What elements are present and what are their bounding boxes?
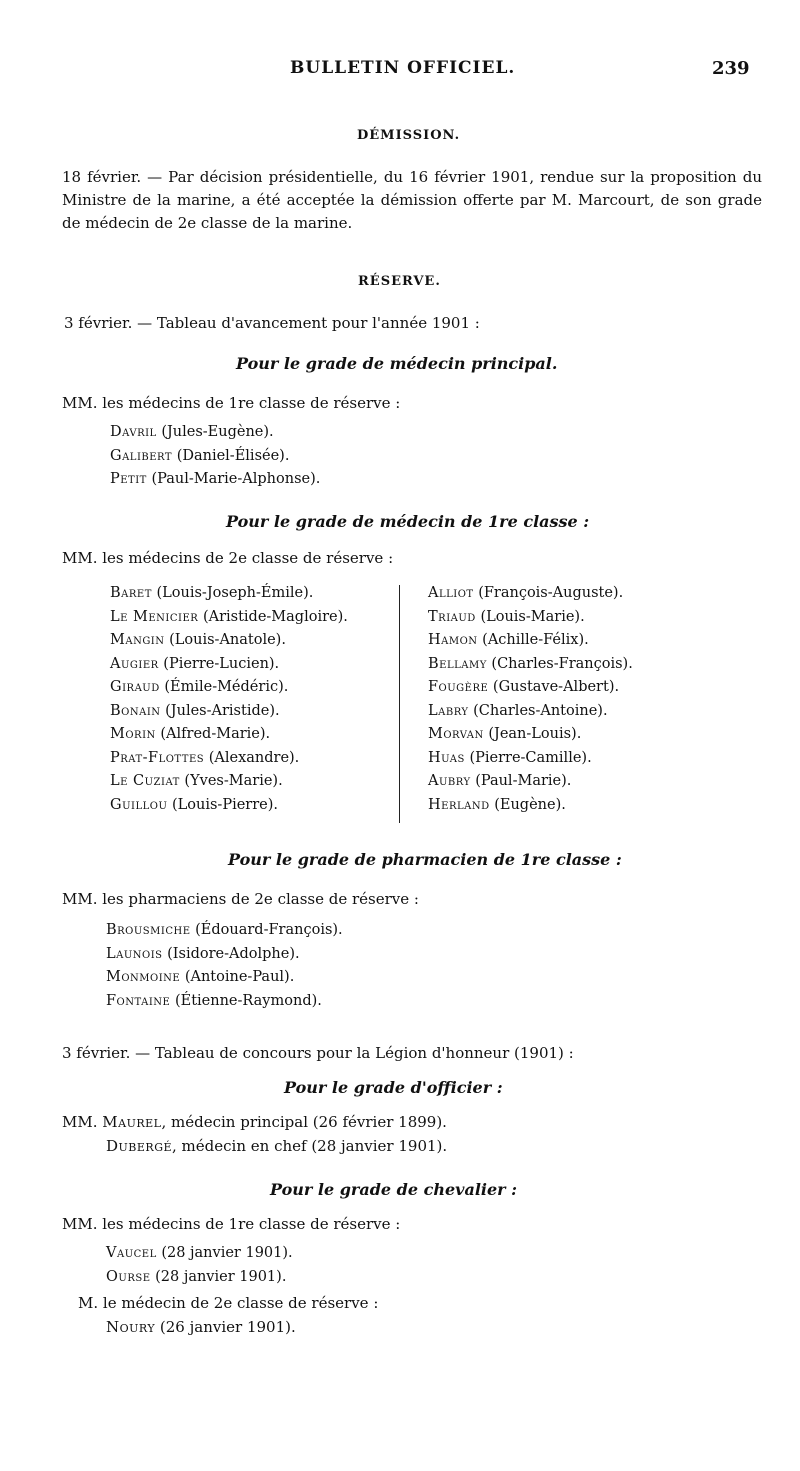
list-item: Augier (Pierre-Lucien). [110, 655, 280, 672]
section-title-chevalier: Pour le grade de chevalier : [270, 1180, 518, 1199]
section-lead-pharmacien: MM. les pharmaciens de 2e classe de réserve : [62, 890, 419, 908]
chevalier-m-name: Noury (26 janvier 1901). [106, 1318, 296, 1336]
list-chevalier [106, 1245, 293, 1292]
list-item: Monmoine (Antoine-Paul). [106, 969, 295, 985]
demission-paragraph: 18 février. — Par décision présidentielle, du 16 février 1901, rendue sur la proposition du Ministre de la marine, a été acceptée la démission offerte par M. Marcourt, de son grade de médecin de 2e classe de la marine. [62, 168, 762, 232]
page-number: 239 [712, 58, 750, 79]
list-right-column [428, 585, 633, 820]
list-item: Fougère (Gustave-Albert). [428, 679, 620, 695]
list-item: Davril (Jules-Eugène). [110, 424, 274, 440]
section-title-medecin-1re-classe: Pour le grade de médecin de 1re classe : [226, 512, 590, 531]
reserve-intro: 3 février. — Tableau d'avancement pour l'année 1901 : [64, 314, 480, 332]
list-item: Morvan (Jean-Louis). [428, 726, 582, 742]
list-item: Ourse (28 janvier 1901). [106, 1268, 287, 1285]
list-item: Guillou (Louis-Pierre). [110, 796, 279, 813]
officier-line-2: Dubergé, médecin en chef (28 janvier 1901). [106, 1137, 448, 1155]
column-divider [399, 585, 400, 823]
section-lead-medecin-1re-classe: MM. les médecins de 2e classe de réserve : [62, 549, 394, 567]
chevalier-m-lead: M. le médecin de 2e classe de réserve : [78, 1294, 379, 1312]
list-pharmacien [106, 922, 343, 1016]
list-item: Hamon (Achille-Félix). [428, 632, 589, 648]
chevalier-lead: MM. les médecins de 1re classe de réserve : [62, 1215, 401, 1233]
list-item: Herland (Eugène). [428, 796, 566, 813]
list-item: Le Menicier (Aristide-Magloire). [110, 608, 348, 625]
list-item: Huas (Pierre-Camille). [428, 749, 592, 766]
section-title-pharmacien: Pour le grade de pharmacien de 1re classe : [228, 850, 622, 869]
demission-heading: DÉMISSION. [357, 128, 461, 143]
list-item: Bellamy (Charles-François). [428, 655, 633, 672]
legion-intro: 3 février. — Tableau de concours pour la Légion d'honneur (1901) : [62, 1044, 574, 1062]
section-title-officier: Pour le grade d'officier : [284, 1078, 503, 1097]
list-item: Aubry (Paul-Marie). [428, 773, 572, 789]
list-item: Brousmiche (Édouard-François). [106, 922, 343, 938]
list-item: Triaud (Louis-Marie). [428, 608, 585, 625]
list-item: Alliot (François-Auguste). [428, 585, 624, 601]
officier-line-1: MM. Maurel, médecin principal (26 février 1899). [62, 1113, 447, 1131]
list-item: Morin (Alfred-Marie). [110, 726, 271, 742]
list-item: Launois (Isidore-Adolphe). [106, 945, 300, 962]
list-left-column [110, 585, 348, 820]
list-item: Prat-Flottes (Alexandre). [110, 749, 300, 766]
list-item: Labry (Charles-Antoine). [428, 702, 608, 719]
list-item: Bonain (Jules-Aristide). [110, 702, 280, 719]
list-item: Galibert (Daniel-Élisée). [110, 447, 290, 464]
list-item: Petit (Paul-Marie-Alphonse). [110, 471, 321, 487]
list-item: Vaucel (28 janvier 1901). [106, 1245, 293, 1261]
reserve-heading: RÉSERVE. [358, 274, 441, 289]
list-item: Baret (Louis-Joseph-Émile). [110, 585, 314, 601]
section-lead-medecin-principal: MM. les médecins de 1re classe de réserve : [62, 394, 401, 412]
list-item: Giraud (Émile-Médéric). [110, 679, 289, 695]
list-medecin-principal [110, 424, 320, 495]
list-item: Le Cuziat (Yves-Marie). [110, 773, 283, 789]
section-title-medecin-principal: Pour le grade de médecin principal. [236, 354, 558, 373]
bulletin-title: BULLETIN OFFICIEL. [290, 58, 516, 78]
list-item: Fontaine (Étienne-Raymond). [106, 992, 322, 1009]
list-item: Mangin (Louis-Anatole). [110, 632, 286, 648]
